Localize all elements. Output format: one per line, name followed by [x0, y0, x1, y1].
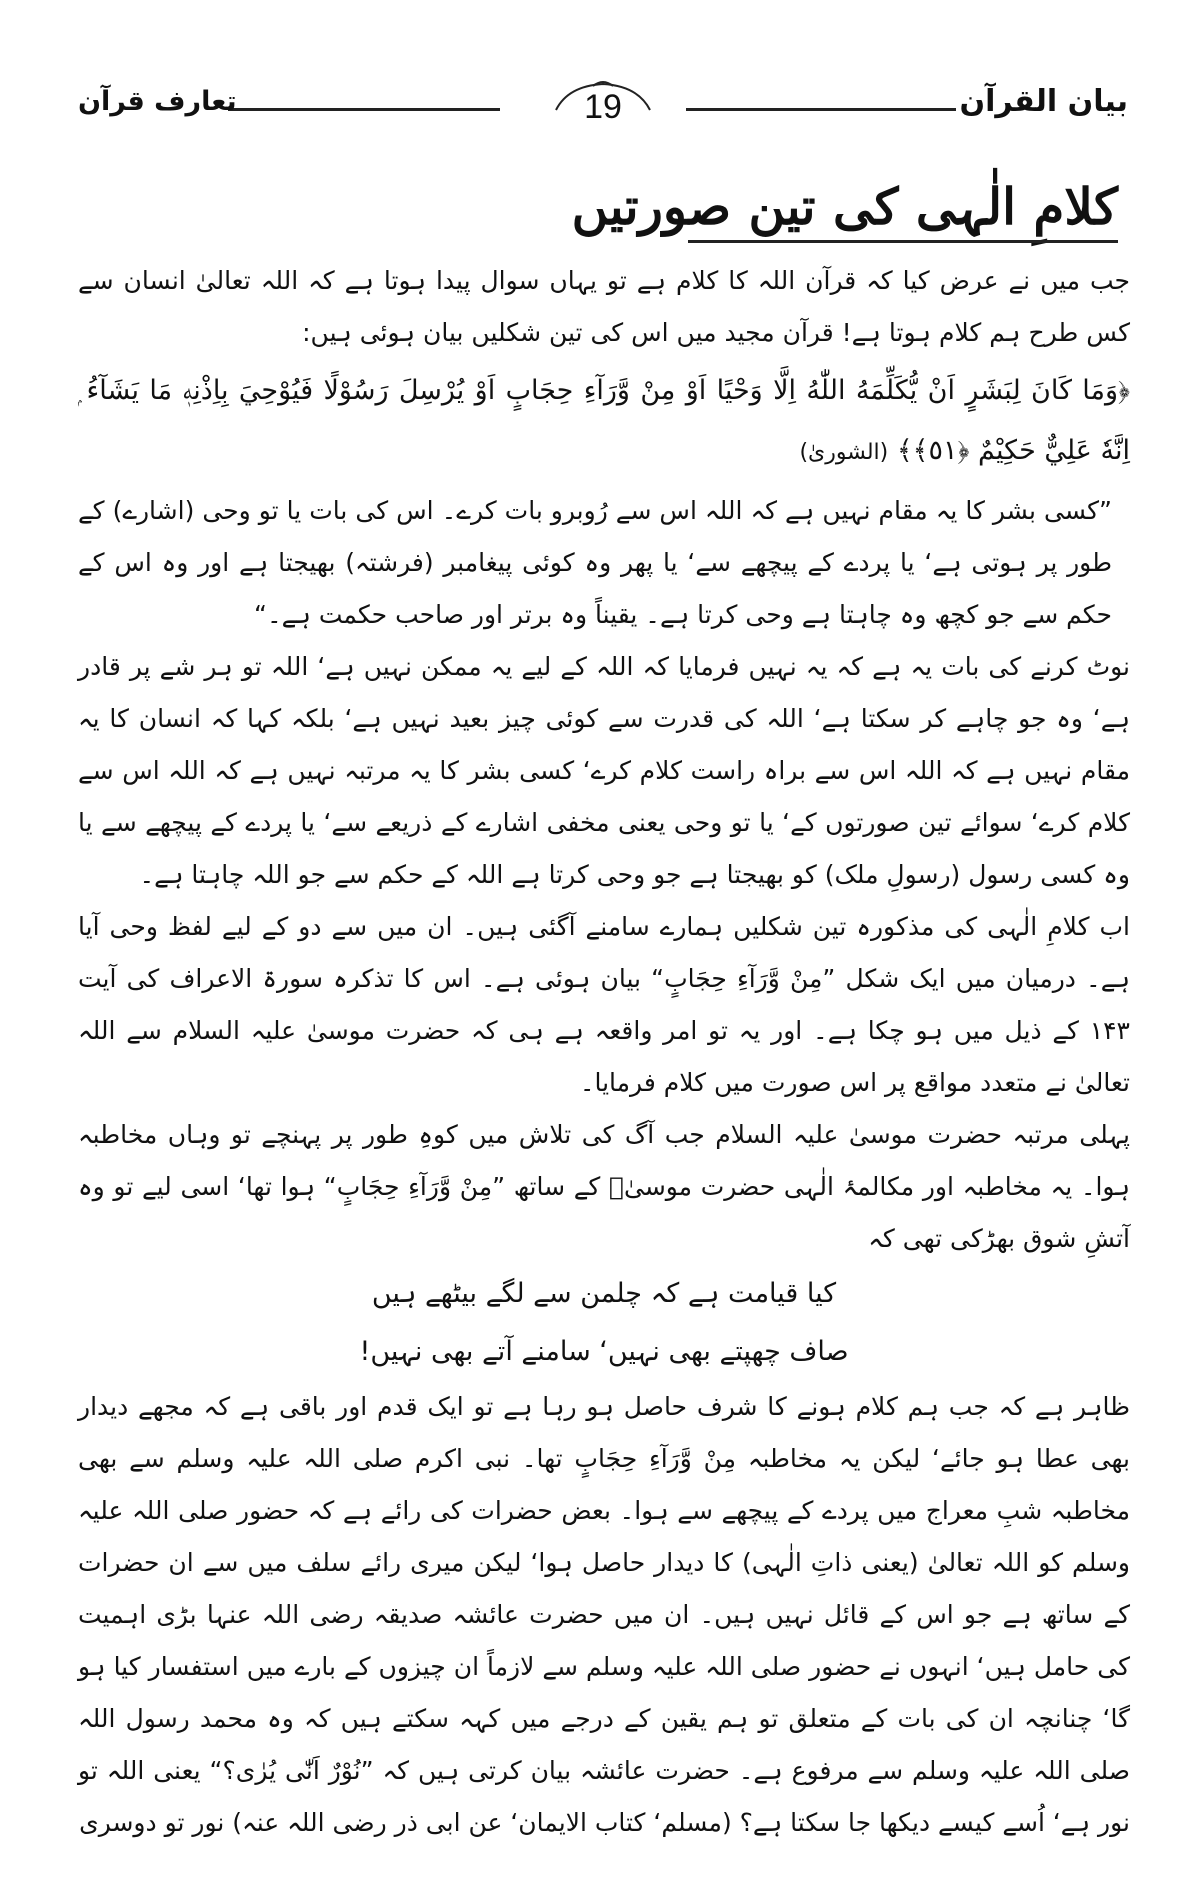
- paragraph: جب میں نے عرض کیا کہ قرآن اللہ کا کلام ہے تو یہاں سوال پیدا ہوتا ہے کہ اللہ تعالیٰ انسان سے کس طرح ہم کلام ہوتا ہے! قرآن مجید میں اس کی تین شکلیں بیان ہوئی ہیں:: [78, 266, 1130, 347]
- body-text: [78, 255, 1130, 1849]
- section-heading: کلامِ الٰہی کی تین صورتیں: [571, 177, 1118, 236]
- paragraph: پہلی مرتبہ حضرت موسیٰ علیہ السلام جب آگ کی تلاش میں کوہِ طور پر پہنچے تو وہاں مخاطبہ ہوا۔ یہ مخاطبہ اور مکالمۂ الٰہی حضرت موسیٰؑ کے ساتھ ”مِنْ وَّرَآءِ حِجَابٍ“ ہوا تھا‘ اسی لیے تو وہ آتشِ شوق بھڑکی تھی کہ: [78, 1120, 1130, 1253]
- section-heading-underline: [688, 240, 1118, 243]
- paragraph: اب کلامِ الٰہی کی مذکورہ تین شکلیں ہمارے سامنے آگئی ہیں۔ ان میں سے دو کے لیے لفظ وحی آیا ہے۔ درمیان میں ایک شکل ”مِنْ وَّرَآءِ حِجَابٍ“ بیان ہوئی ہے۔ اس کا تذکرہ سورۃ الاعراف کی آیت ۱۴۳ کے ذیل میں ہو چکا ہے۔ اور یہ تو امر واقعہ ہے ہی کہ حضرت موسیٰ علیہ السلام سے اللہ تعالیٰ نے متعدد مواقع پر اس صورت میں کلام فرمایا۔: [78, 912, 1130, 1097]
- ayah-translation: ”کسی بشر کا یہ مقام نہیں ہے کہ اللہ اس سے رُوبرو بات کرے۔ اس کی بات یا تو وحی (اشارے) کے طور پر ہوتی ہے‘ یا پردے کے پیچھے سے‘ یا پھر وہ کوئی پیغامبر (فرشتہ) بھیجتا ہے اور وہ اس کے حکم سے جو کچھ وہ چاہتا ہے وحی کرتا ہے۔ یقیناً وہ برتر اور صاحب حکمت ہے۔“: [78, 496, 1112, 629]
- running-header: [78, 80, 1128, 134]
- poetry-verse: کیا قیامت ہے کہ چلمن سے لگے بیٹھے ہیں: [371, 1278, 837, 1309]
- paragraph: ظاہر ہے کہ جب ہم کلام ہونے کا شرف حاصل ہو رہا ہے تو ایک قدم اور باقی ہے کہ مجھے دیدار بھی عطا ہو جائے‘ لیکن یہ مخاطبہ مِنْ وَّرَآءِ حِجَابٍ تھا۔ نبی اکرم صلی اللہ علیہ وسلم سے بھی مخاطبہ شبِ معراج میں پردے کے پیچھے سے ہوا۔ بعض حضرات کی رائے ہے کہ حضور صلی اللہ علیہ وسلم کو اللہ تعالیٰ (یعنی ذاتِ الٰہی) کا دیدار حاصل ہوا‘ لیکن میری رائے سلف میں سے ان حضرات کے ساتھ ہے جو اس کے قائل نہیں ہیں۔ ان میں حضرت عائشہ صدیقہ رضی اللہ عنہا بڑی اہمیت کی حامل ہیں‘ انہوں نے حضور صلی اللہ علیہ وسلم سے لازماً ان چیزوں کے بارے میں استفسار کیا ہو گا‘ چنانچہ ان کی بات کے متعلق تو ہم یقین کے درجے میں کہہ سکتے ہیں کہ وہ محمد رسول اللہ صلی اللہ علیہ وسلم سے مرفوع ہے۔ حضرت عائشہ بیان کرتی ہیں کہ ”نُوْرٌ اَنّٰی یُرٰی؟“ یعنی اللہ تو نور ہے‘ اُسے کیسے دیکھا جا سکتا ہے؟ (مسلم‘ کتاب الایمان‘ عن ابی ذر رضی اللہ عنہ) نور تو دوسری: [78, 1392, 1130, 1837]
- header-rule-right: [686, 108, 956, 111]
- book-title: بیان القرآن: [959, 84, 1128, 119]
- chapter-title: تعارف قرآن: [78, 86, 237, 117]
- ayah-text: ﴿وَمَا كَانَ لِبَشَرٍ اَنْ يُّكَلِّمَهُ اللّٰهُ اِلَّا وَحْيًا اَوْ مِنْ وَّرَآءِ حِجَابٍ اَوْ يُرْسِلَ رَسُوْلًا فَيُوْحِيَ بِاِذْنِهٖ مَا يَشَآءُ ۭ اِنَّهٗ عَلِيٌّ حَكِيْمٌ ﴿٥١﴾﴾: [78, 375, 1130, 466]
- quran-ayah: [78, 359, 1130, 485]
- paragraph: نوٹ کرنے کی بات یہ ہے کہ یہ نہیں فرمایا کہ اللہ کے لیے یہ ممکن نہیں ہے‘ اللہ تو ہر شے پر قادر ہے‘ وہ جو چاہے کر سکتا ہے‘ اللہ کی قدرت سے کوئی چیز بعید نہیں ہے‘ بلکہ کہا کہ انسان کا یہ مقام نہیں ہے کہ اللہ اس سے براہ راست کلام کرے‘ کسی بشر کا یہ مرتبہ نہیں ہے کہ اللہ اس سے کلام کرے‘ سوائے تین صورتوں کے‘ یا تو وحی یعنی مخفی اشارے کے ذریعے سے‘ یا پردے کے پیچھے سے یا وہ کسی رسول (رسولِ ملک) کو بھیجتا ہے جو وحی کرتا ہے اللہ کے حکم سے جو اللہ چاہتا ہے۔: [78, 652, 1130, 889]
- ayah-reference: (الشوریٰ): [799, 440, 889, 465]
- poetry-verse: صاف چھپتے بھی نہیں‘ سامنے آتے بھی نہیں!: [359, 1336, 849, 1367]
- header-rule-left: [228, 108, 500, 111]
- page-number: 19: [584, 88, 622, 126]
